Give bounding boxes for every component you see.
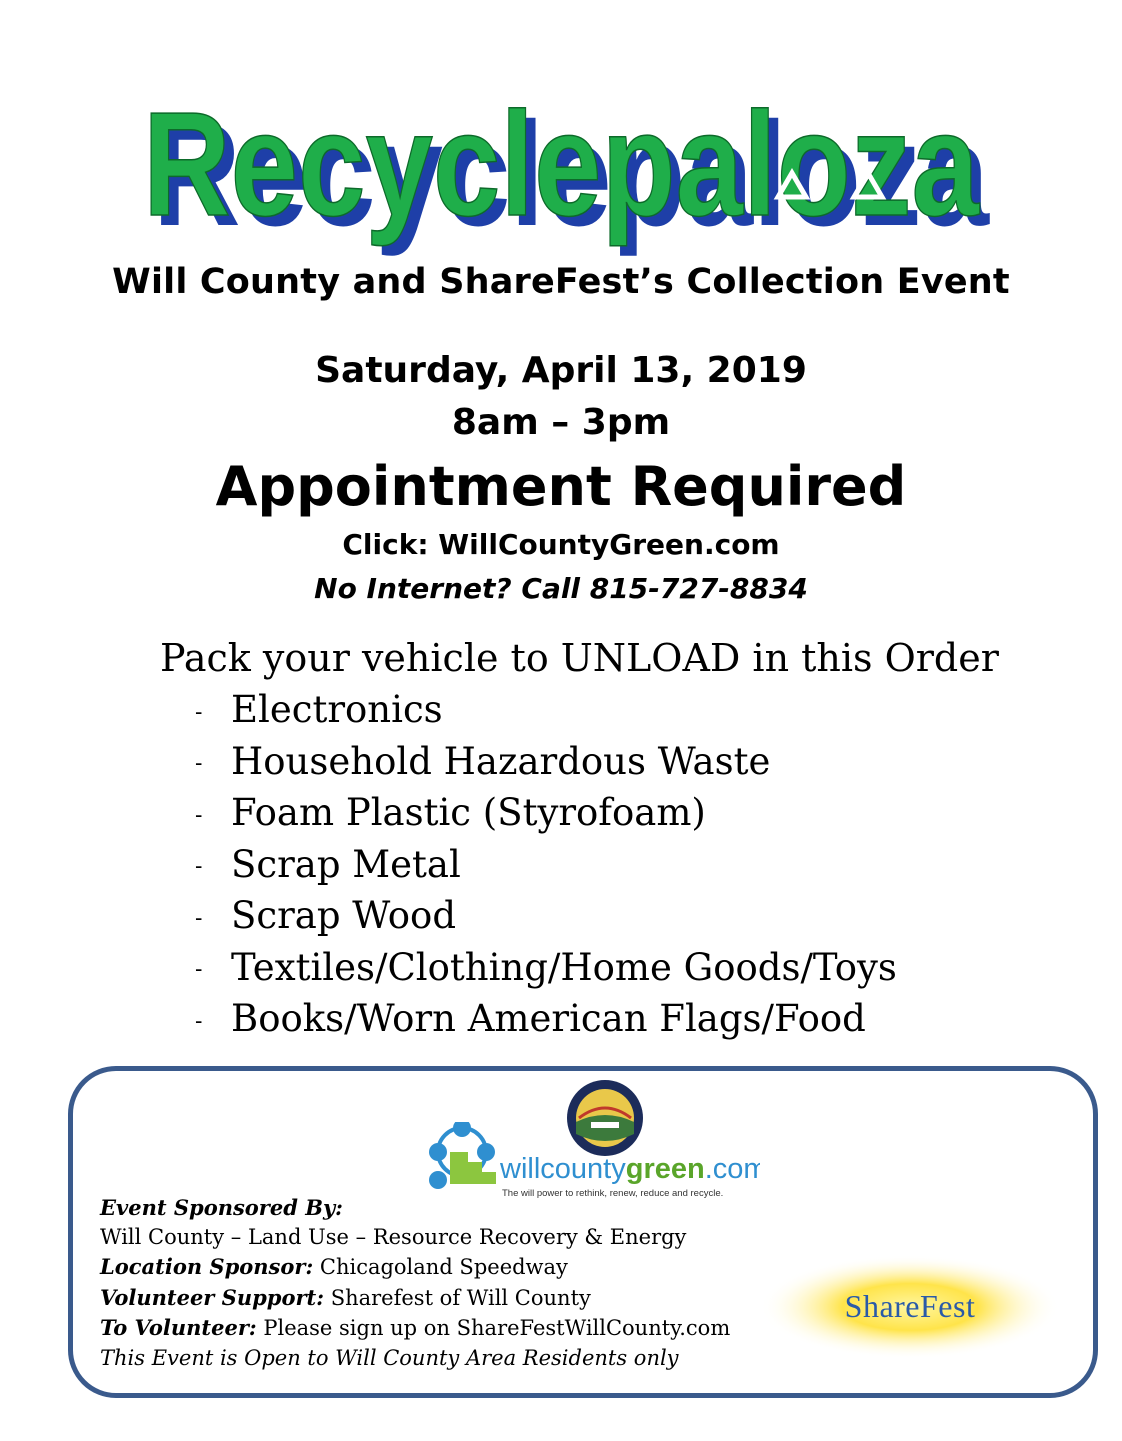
brand-tld: .com [704, 1153, 760, 1185]
brand-county: county [540, 1153, 626, 1185]
location-sponsor-label: Location Sponsor: [100, 1254, 314, 1279]
volunteer-support-line [100, 1283, 730, 1314]
event-sponsor-value: Will County – Land Use – Resource Recovery & Energy [100, 1224, 687, 1249]
to-volunteer-value[interactable]: Please sign up on ShareFestWillCounty.com [256, 1316, 731, 1340]
unload-order-intro: Pack your vehicle to UNLOAD in this Order [160, 636, 999, 680]
list-item [195, 843, 897, 895]
list-item-label: Scrap Metal [231, 842, 461, 886]
phone-line: No Internet? Call 815-727-8834 [314, 572, 808, 605]
list-item-label: Textiles/Clothing/Home Goods/Toys [231, 945, 897, 989]
sponsor-details [100, 1193, 730, 1373]
list-item [195, 791, 897, 843]
event-subtitle: Will County and ShareFest’s Collection Event [112, 262, 1010, 302]
list-dash: - [195, 957, 203, 982]
sharefest-logo [755, 1255, 1065, 1360]
brand-green: green [625, 1153, 705, 1185]
recyclepaloza-logo [130, 85, 1000, 265]
location-sponsor-line [100, 1252, 730, 1283]
willcountygreen-logo [420, 1122, 760, 1204]
residents-note: This Event is Open to Will County Area Residents only [100, 1345, 679, 1370]
logo-shadow-text: Recyclepaloza [153, 92, 991, 257]
list-item-label: Household Hazardous Waste [231, 739, 771, 783]
sharefest-text: ShareFest [844, 1288, 976, 1324]
volunteer-support-value: Sharefest of Will County [324, 1285, 591, 1310]
list-item-label: Books/Worn American Flags/Food [231, 997, 866, 1040]
list-dash: - [195, 751, 203, 776]
list-dash: - [195, 1008, 203, 1034]
svg-text:willcountygreen.com [499, 1153, 760, 1185]
website-link-line[interactable]: Click: WillCountyGreen.com [342, 528, 780, 561]
list-dash: - [195, 905, 203, 931]
list-dash: - [195, 802, 203, 828]
logo-main-text: Recyclepaloza [143, 85, 981, 247]
list-item-label: Foam Plastic (Styrofoam) [231, 791, 706, 834]
list-item-label: Scrap Wood [231, 894, 457, 937]
list-dash: - [195, 854, 203, 879]
wcg-tagline: The will power to rethink, renew, reduce and recycle. [502, 1188, 724, 1199]
event-time: 8am – 3pm [451, 402, 671, 443]
list-item [195, 688, 897, 740]
event-sponsor-label: Event Sponsored By: [100, 1195, 343, 1220]
list-item [195, 740, 897, 792]
to-volunteer-line [100, 1313, 730, 1344]
list-item-label: Electronics [231, 688, 443, 731]
appointment-required-heading: Appointment Required [215, 455, 907, 518]
list-item [195, 894, 897, 946]
brand-will: will [500, 1153, 541, 1185]
to-volunteer-label: To Volunteer: [100, 1315, 257, 1340]
volunteer-support-label: Volunteer Support: [100, 1284, 325, 1310]
list-dash: - [195, 699, 203, 725]
list-item [195, 946, 897, 998]
unload-order-list [195, 688, 897, 1049]
location-sponsor-value: Chicagoland Speedway [313, 1255, 568, 1279]
event-date: Saturday, April 13, 2019 [315, 350, 807, 391]
list-item [195, 997, 897, 1049]
